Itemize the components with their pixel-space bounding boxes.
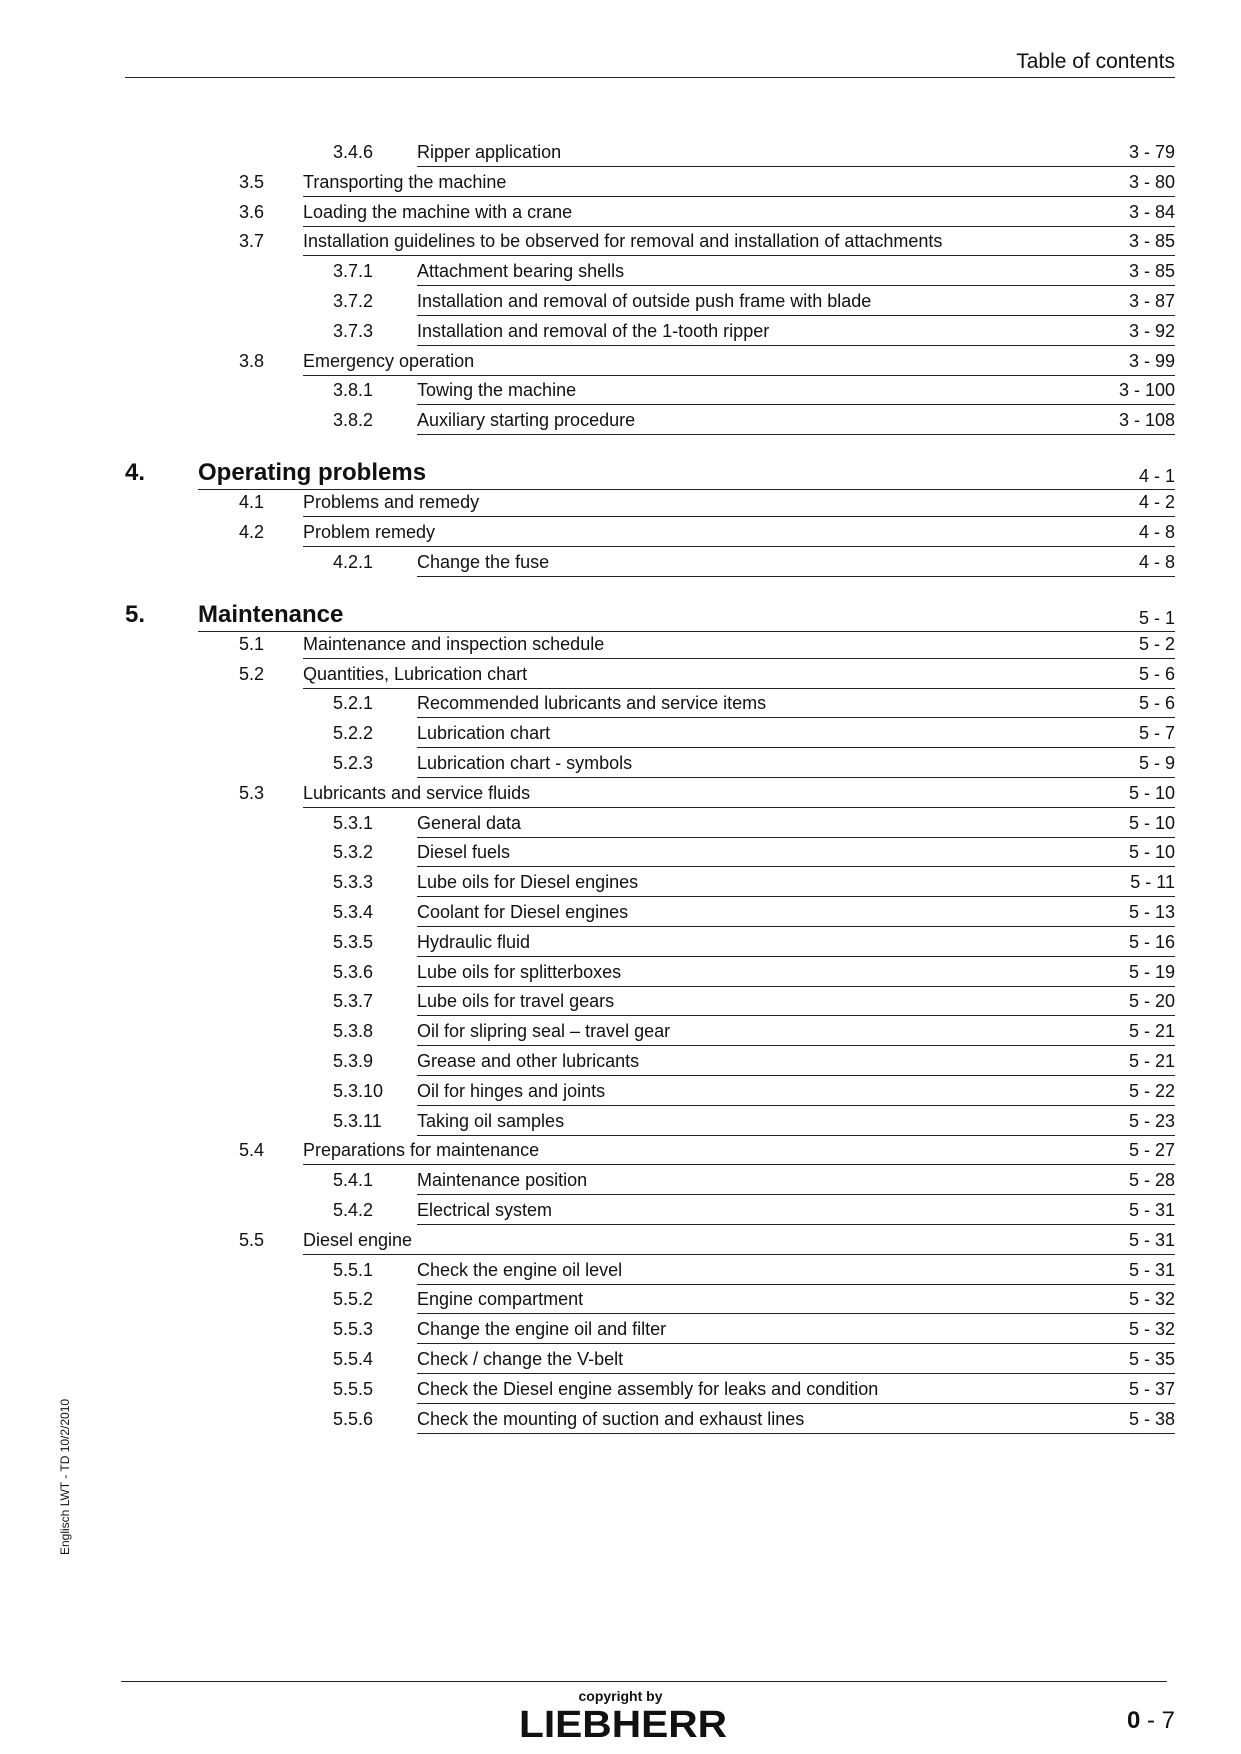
toc-entry-page: 5 - 6	[1138, 693, 1175, 714]
copyright-text: copyright by	[578, 1688, 663, 1704]
toc-entry	[0, 1050, 1241, 1080]
header-title: Table of contents	[1016, 50, 1175, 73]
toc-entry-page: 5 - 27	[1128, 1140, 1175, 1161]
page-index: 7	[1161, 1707, 1175, 1734]
toc-entry	[0, 459, 1241, 489]
toc-entry-number: 5.3	[239, 782, 265, 803]
toc-entry-rule	[303, 255, 1175, 256]
toc-entry-number: 5.3.7	[333, 991, 374, 1012]
toc-entry-title: Transporting the machine	[303, 171, 507, 192]
toc-entry-title: Lubricants and service fluids	[303, 782, 531, 803]
toc-entry-page: 5 - 23	[1128, 1110, 1175, 1131]
page-number	[1127, 1707, 1175, 1735]
toc-entry-number: 3.6	[239, 201, 265, 222]
toc-entry-title: Check the engine oil level	[417, 1259, 623, 1280]
toc-entry-rule	[417, 1105, 1175, 1106]
toc-entry-rule	[303, 226, 1175, 227]
toc-entry-rule	[417, 1075, 1175, 1076]
toc-entry-title: Lube oils for splitterboxes	[417, 961, 622, 982]
toc-entry-title: Check / change the V-belt	[417, 1349, 624, 1369]
toc-entry-number: 5.3.11	[333, 1110, 382, 1131]
toc-entry-number: 5.5.6	[333, 1408, 374, 1429]
toc-entry	[0, 1020, 1241, 1050]
toc-entry	[0, 379, 1241, 409]
toc-entry-number: 3.8.1	[333, 380, 374, 401]
toc-entry-number: 5.3.4	[333, 902, 374, 922]
toc-entry-title: Loading the machine with a crane	[303, 201, 573, 222]
toc-entry-number: 3.7.2	[333, 291, 374, 311]
toc-entry-number: 5.3.5	[333, 931, 374, 952]
toc-entry-rule	[303, 658, 1175, 659]
toc-entry-rule	[417, 956, 1175, 957]
toc-entry	[0, 141, 1241, 171]
toc-entry-number: 3.7.1	[333, 261, 374, 282]
toc-entry-rule	[417, 1403, 1175, 1404]
toc-entry-rule	[417, 986, 1175, 987]
toc-entry-title: Lubrication chart - symbols	[417, 753, 633, 773]
toc-entry-rule	[303, 196, 1175, 197]
toc-entry-page: 5 - 16	[1128, 931, 1175, 952]
toc-entry-title: Maintenance and inspection schedule	[303, 633, 605, 654]
toc-entry	[0, 1199, 1241, 1229]
toc-entry-page: 5 - 7	[1138, 723, 1175, 744]
page-separator: -	[1140, 1707, 1162, 1734]
toc-entry-title: Electrical system	[417, 1200, 553, 1220]
toc-entry-number: 5.2.1	[333, 693, 374, 714]
toc-entry-rule	[417, 837, 1175, 838]
page-chapter: 0	[1126, 1707, 1141, 1734]
toc-entry	[0, 782, 1241, 812]
toc-entry-page: 4 - 8	[1138, 551, 1175, 572]
toc-entry-number: 5.3.3	[333, 872, 374, 893]
toc-entry-rule	[417, 1313, 1175, 1314]
toc-entry-page: 5 - 31	[1128, 1229, 1175, 1250]
toc-entry-title: Taking oil samples	[417, 1110, 565, 1131]
toc-entry	[0, 1408, 1241, 1438]
toc-entry-number: 5.3.1	[333, 812, 374, 833]
toc-entry-rule	[303, 516, 1175, 517]
toc-entry-number: 5.1	[239, 633, 265, 654]
toc-entry-page: 5 - 19	[1128, 961, 1175, 982]
toc-entry-rule	[417, 717, 1175, 718]
toc-entry-page: 3 - 92	[1128, 320, 1175, 341]
toc-entry-page: 3 - 79	[1128, 142, 1175, 162]
toc-entry-title: Diesel fuels	[417, 842, 511, 863]
toc-entry-rule	[417, 345, 1175, 346]
toc-entry-page: 4 - 2	[1138, 492, 1175, 513]
toc-entry-page: 5 - 28	[1128, 1170, 1175, 1191]
toc-entry	[0, 1110, 1241, 1140]
toc-entry-number: 4.2	[239, 522, 265, 542]
document-reference: Englisch LWT - TD 10/2/2010	[58, 1398, 72, 1555]
toc-entry-page: 5 - 2	[1138, 633, 1175, 654]
toc-entry-rule	[417, 1194, 1175, 1195]
toc-entry-page: 5 - 38	[1128, 1408, 1175, 1429]
toc-entry-page: 3 - 108	[1118, 410, 1175, 431]
toc-entry-title: Engine compartment	[417, 1289, 584, 1310]
toc-entry-number: 5.4.1	[333, 1170, 374, 1191]
toc-entry	[0, 990, 1241, 1020]
toc-entry-page: 3 - 99	[1128, 350, 1175, 371]
toc-entry	[0, 350, 1241, 380]
toc-entry-number: 3.8.2	[333, 410, 374, 431]
toc-entry-rule	[417, 434, 1175, 435]
toc-entry-rule	[303, 1164, 1175, 1165]
toc-entry-rule	[417, 1343, 1175, 1344]
toc-entry-rule	[417, 576, 1175, 577]
toc-entry-page: 5 - 13	[1128, 902, 1175, 922]
toc-entry-rule	[417, 866, 1175, 867]
toc-entry-title: Lube oils for travel gears	[417, 991, 615, 1012]
toc-entry-title: Operating problems	[198, 459, 427, 487]
toc-entry-page: 5 - 32	[1128, 1289, 1175, 1310]
toc-entry-number: 5.2.2	[333, 723, 374, 744]
toc-entry-page: 5 - 10	[1128, 782, 1175, 803]
toc-entry	[0, 1080, 1241, 1110]
toc-entry-rule	[303, 546, 1175, 547]
toc-entry-number: 4.1	[239, 492, 265, 513]
toc-entry-number: 5.3.9	[333, 1051, 374, 1071]
toc-entry-number: 4.2.1	[333, 551, 374, 572]
toc-entry	[0, 752, 1241, 782]
toc-entry-rule	[417, 1045, 1175, 1046]
toc-entry	[0, 491, 1241, 521]
toc-entry	[0, 841, 1241, 871]
toc-entry-title: Oil for slipring seal – travel gear	[417, 1021, 671, 1042]
toc-entry	[0, 961, 1241, 991]
toc-entry	[0, 663, 1241, 693]
toc-entry-page: 5 - 21	[1128, 1021, 1175, 1042]
toc-entry-page: 3 - 100	[1118, 380, 1175, 401]
toc-entry	[0, 812, 1241, 842]
liebherr-logo	[517, 1706, 729, 1742]
toc-entry-number: 5.5	[239, 1229, 265, 1250]
toc-entry-title: Maintenance position	[417, 1170, 588, 1191]
toc-entry	[0, 290, 1241, 320]
toc-entry	[0, 1229, 1241, 1259]
toc-entry-page: 5 - 11	[1130, 872, 1175, 893]
toc-entry-number: 5.5.3	[333, 1319, 374, 1340]
toc-entry-number: 5.5.5	[333, 1378, 374, 1399]
toc-entry-title: Attachment bearing shells	[417, 261, 625, 282]
toc-entry	[0, 871, 1241, 901]
toc-entry-title: General data	[417, 812, 522, 833]
toc-entry-rule	[417, 1015, 1175, 1016]
toc-entry-page: 5 - 6	[1138, 663, 1175, 684]
toc-entry-number: 3.7	[239, 231, 265, 252]
toc-entry	[0, 1318, 1241, 1348]
toc-entry-rule	[417, 1433, 1175, 1434]
toc-entry-page: 5 - 31	[1128, 1259, 1175, 1280]
toc-entry-page: 4 - 8	[1138, 522, 1175, 542]
toc-entry	[0, 1288, 1241, 1318]
toc-entry-rule	[303, 1254, 1175, 1255]
toc-entry-title: Preparations for maintenance	[303, 1140, 540, 1161]
toc-entry-title: Towing the machine	[417, 380, 577, 401]
toc-entry	[0, 931, 1241, 961]
toc-entry-title: Check the mounting of suction and exhaust lines	[417, 1408, 805, 1429]
toc-entry	[0, 1348, 1241, 1378]
toc-entry-rule	[417, 896, 1175, 897]
toc-entry-page: 5 - 22	[1128, 1080, 1175, 1101]
toc-entry-title: Change the fuse	[417, 551, 550, 572]
toc-entry-rule	[303, 688, 1175, 689]
toc-entry	[0, 692, 1241, 722]
toc-entry-page: 5 - 1	[1138, 607, 1175, 628]
toc-entry-rule	[303, 807, 1175, 808]
toc-entry	[0, 1169, 1241, 1199]
toc-entry-title: Installation guidelines to be observed for removal and installation of attachments	[303, 231, 943, 252]
toc-entry	[0, 320, 1241, 350]
toc-entry-title: Installation and removal of outside push frame with blade	[417, 291, 872, 311]
toc-entry	[0, 1139, 1241, 1169]
toc-entry-title: Maintenance	[198, 600, 344, 628]
toc-entry-number: 5.3.2	[333, 842, 374, 863]
toc-entry-title: Coolant for Diesel engines	[417, 902, 629, 922]
toc-entry-number: 5.3.10	[333, 1080, 384, 1101]
toc-entry-number: 5.5.2	[333, 1289, 374, 1310]
toc-entry-rule	[417, 747, 1175, 748]
toc-entry-number: 3.8	[239, 350, 265, 371]
toc-entry	[0, 601, 1241, 631]
toc-entry	[0, 260, 1241, 290]
toc-entry-number: 3.7.3	[333, 320, 374, 341]
toc-entry-title: Oil for hinges and joints	[417, 1080, 606, 1101]
toc-entry-page: 5 - 31	[1128, 1200, 1175, 1220]
toc-entry-number: 5.3.8	[333, 1021, 374, 1042]
toc-entry	[0, 1378, 1241, 1408]
toc-entry-title: Change the engine oil and filter	[417, 1319, 667, 1340]
toc-entry-page: 5 - 21	[1128, 1051, 1175, 1071]
toc-entry-page: 5 - 10	[1128, 812, 1175, 833]
toc-entry-title: Installation and removal of the 1-tooth ripper	[417, 320, 770, 341]
toc-entry-page: 3 - 80	[1128, 171, 1175, 192]
toc-entry-rule	[417, 1284, 1175, 1285]
footer-rule	[121, 1681, 1167, 1682]
toc-entry	[0, 171, 1241, 201]
toc-entry	[0, 722, 1241, 752]
toc-entry-number: 5.	[125, 600, 146, 628]
toc-entry-rule	[417, 315, 1175, 316]
toc-entry	[0, 409, 1241, 439]
toc-entry-rule	[198, 631, 1175, 632]
toc-entry-page: 4 - 1	[1138, 466, 1175, 487]
toc-entry-page: 5 - 35	[1128, 1349, 1175, 1369]
toc-entry-page: 5 - 20	[1128, 991, 1175, 1012]
toc-entry-rule	[417, 926, 1175, 927]
toc-entry-title: Ripper application	[417, 142, 562, 162]
toc-entry-rule	[417, 1135, 1175, 1136]
toc-entry-number: 5.5.4	[333, 1349, 374, 1369]
toc-entry	[0, 521, 1241, 551]
toc-entry-rule	[417, 166, 1175, 167]
header-rule	[125, 77, 1175, 78]
toc-entry-page: 5 - 10	[1128, 842, 1175, 863]
toc-entry-title: Lubrication chart	[417, 723, 551, 744]
toc-entry	[0, 633, 1241, 663]
toc-entry-rule	[417, 285, 1175, 286]
toc-entry-rule	[417, 777, 1175, 778]
toc-entry-title: Problem remedy	[303, 522, 436, 542]
toc-entry-number: 5.2	[239, 663, 265, 684]
toc-entry-page: 3 - 84	[1128, 201, 1175, 222]
toc-entry	[0, 551, 1241, 581]
toc-entry-rule	[303, 375, 1175, 376]
toc-entry-title: Diesel engine	[303, 1229, 413, 1250]
toc-entry	[0, 1259, 1241, 1289]
toc-entry-rule	[198, 489, 1175, 490]
toc-entry-number: 4.	[125, 459, 146, 487]
toc-entry-page: 3 - 85	[1128, 261, 1175, 282]
toc-entry-title: Emergency operation	[303, 350, 475, 371]
toc-entry-page: 5 - 37	[1128, 1378, 1175, 1399]
toc-entry	[0, 230, 1241, 260]
toc-entry-number: 5.4	[239, 1140, 265, 1161]
toc-entry-title: Lube oils for Diesel engines	[417, 872, 639, 893]
toc-entry-page: 3 - 85	[1128, 231, 1175, 252]
toc-entry-number: 5.2.3	[333, 753, 374, 773]
toc-entry	[0, 201, 1241, 231]
logo-text: LIEBHERR	[519, 1706, 727, 1742]
toc-entry-rule	[417, 1224, 1175, 1225]
toc-entry-title: Check the Diesel engine assembly for leaks and condition	[417, 1378, 879, 1399]
toc-entry-title: Problems and remedy	[303, 492, 480, 513]
toc-entry-number: 3.4.6	[333, 142, 374, 162]
toc-entry-title: Quantities, Lubrication chart	[303, 663, 528, 684]
toc-entry-title: Grease and other lubricants	[417, 1051, 640, 1071]
toc-entry-number: 5.3.6	[333, 961, 374, 982]
toc-entry-number: 5.5.1	[333, 1259, 374, 1280]
toc-entry-number: 3.5	[239, 171, 265, 192]
toc-entry-number: 5.4.2	[333, 1200, 374, 1220]
toc-entry	[0, 901, 1241, 931]
toc-entry-page: 5 - 32	[1128, 1319, 1175, 1340]
toc-entry-rule	[417, 404, 1175, 405]
toc-entry-page: 3 - 87	[1128, 291, 1175, 311]
toc-entry-title: Hydraulic fluid	[417, 931, 531, 952]
toc-entry-title: Auxiliary starting procedure	[417, 410, 636, 431]
toc-entry-title: Recommended lubricants and service items	[417, 693, 767, 714]
toc-entry-page: 5 - 9	[1138, 753, 1175, 773]
toc-entry-rule	[417, 1373, 1175, 1374]
